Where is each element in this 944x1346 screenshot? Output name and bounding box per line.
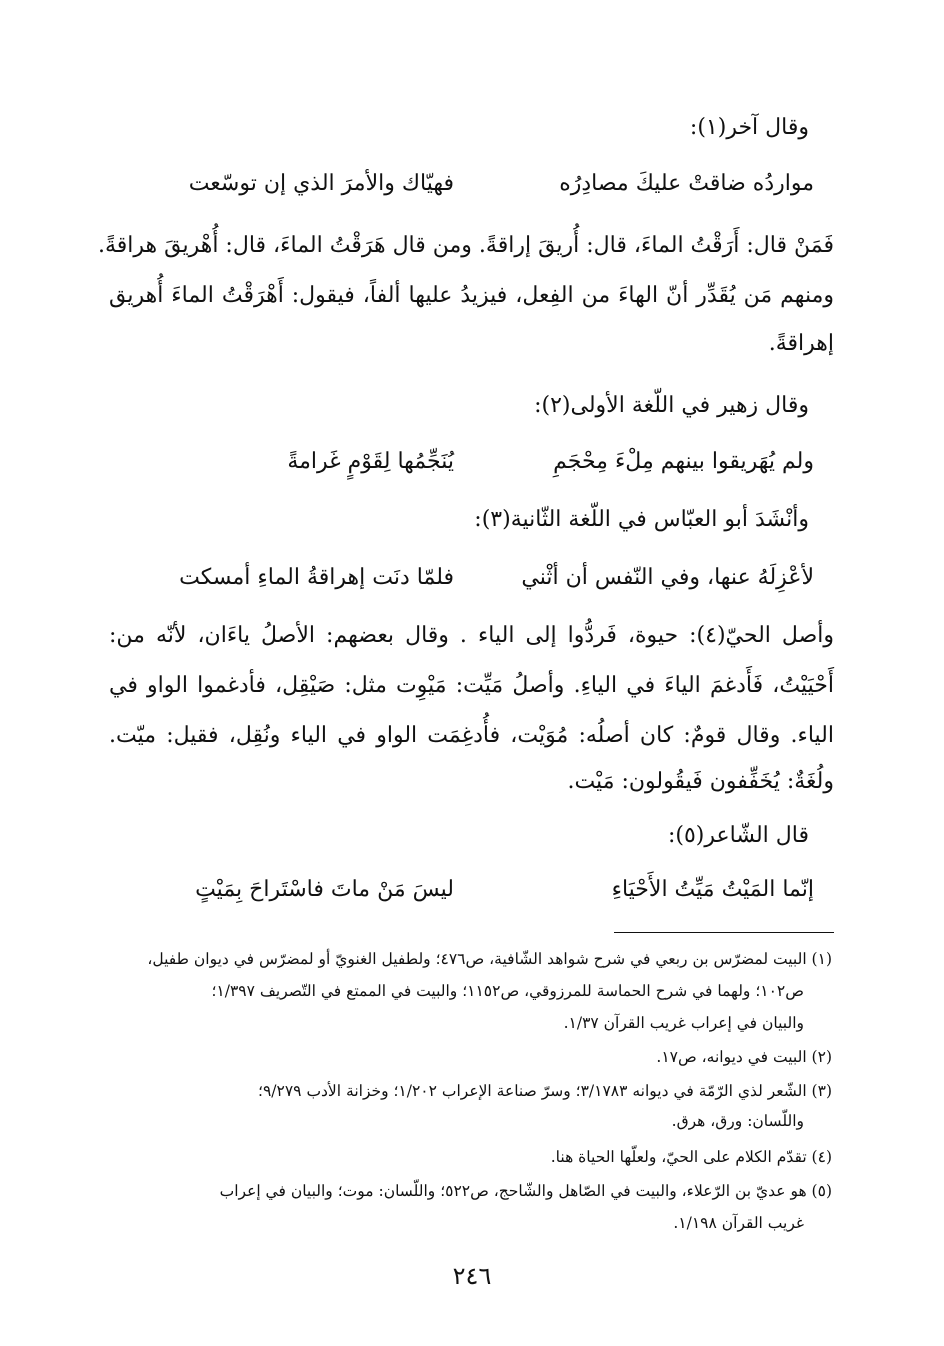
footnote-5-line-1: (٥) هو عديّ بن الرّعلاء، والبيت في الصّاهل والشّاحج، ص٥٢٢؛ واللّسان: موت؛ والبيان في إعراب bbox=[219, 1182, 832, 1200]
paragraph-2-line-3: الياء. وقال قومٌ: كان أصلُه: مُوَيْت، فأُدغِمَت الواو في الياء ونُقِل، فقيل: ميّت. bbox=[109, 723, 834, 748]
footnote-5-line-2: غريب القرآن ١/١٩٨. bbox=[673, 1214, 804, 1232]
intro-line-3: وأنْشَدَ أبو العبّاس في اللّغة الثّانية(٣): bbox=[474, 507, 809, 532]
paragraph-2-line-2: أَحْيَيْتُ، فَأَدغمَ الياءَ في الياءِ. وأصلُ مَيِّت: مَيْوِت مثل: صَيْقِل، فأدغموا الواو في bbox=[109, 673, 834, 698]
page-number: ٢٤٦ bbox=[452, 1262, 492, 1290]
intro-line-4: قال الشّاعر(٥): bbox=[667, 823, 809, 848]
paragraph-1-line-2: ومنهم مَن يُقَدِّر أنّ الهاءَ من الفِعل، فيزيدُ عليها ألفاً، فيقول: أَهْرَقْتُ الماءَ أُهريق bbox=[109, 283, 834, 308]
intro-line-1: وقال آخر(١): bbox=[689, 115, 809, 140]
paragraph-2-line-1: وأصل الحيّ(٤): حيوة، فَردُّوا إلى الياء . وقال بعضهم: الأصلُ ياءَان، لأنّه من: bbox=[109, 623, 834, 648]
footnote-1-line-1: (١) البيت لمضرّس بن ربعي في شرح شواهد الشّافية، ص٤٧٦؛ ولطفيل الغنويّ أو لمضرّس في ديوان طفيل، bbox=[147, 950, 832, 968]
verse-3-first-hemistich: فلمّا دنَت إهراقةُ الماءِ أمسكت bbox=[179, 565, 454, 590]
footnote-2: (٢) البيت في ديوانه، ص١٧. bbox=[656, 1048, 832, 1066]
verse-1-first-hemistich: فهيّاك والأمرَ الذي إن توسّعت bbox=[188, 171, 454, 196]
paragraph-2-line-4: ولُغَةٌ: يُخَفِّفون فَيقُولون: مَيْت. bbox=[567, 769, 834, 794]
footnote-3-line-1: (٣) الشّعر لذي الرّمّة في ديوانه ٣/١٧٨٣؛ وسرّ صناعة الإعراب ١/٢٠٢؛ وخزانة الأدب ٩/٢٧٩؛ bbox=[258, 1082, 832, 1100]
footnote-4: (٤) تقدّم الكلام على الحيّ، ولعلّها الحياة هنا. bbox=[550, 1148, 832, 1166]
intro-line-2: وقال زهير في اللّغة الأولى(٢): bbox=[534, 393, 809, 418]
verse-1-second-hemistich: مواردُه ضاقتْ عليكَ مصادِرُه bbox=[559, 171, 814, 196]
verse-4-first-hemistich: ليسَ مَنْ ماتَ فاسْتَراحَ بِمَيْتٍ bbox=[195, 877, 454, 902]
footnote-1-line-2: ص١٠٢؛ ولهما في شرح الحماسة للمرزوقي، ص١١٥٢؛ والبيت في الممتع في التّصريف ١/٣٩٧؛ bbox=[211, 982, 804, 1000]
verse-3-second-hemistich: لأعْزِلَهُ عنها، وفي النّفس أن أثْني bbox=[521, 565, 814, 590]
paragraph-1-line-1: فَمَنْ قال: أَرَقْتُ الماءَ، قال: أُريقَ إراقةً. ومن قال هَرَقْتُ الماءَ، قال: أُهْريقَ هراقةً. bbox=[97, 233, 834, 258]
footnote-3-line-2: واللّسان: ورق، هرق. bbox=[671, 1112, 804, 1130]
footnote-1-line-3: والبيان في إعراب غريب القرآن ١/٣٧. bbox=[563, 1014, 804, 1032]
verse-4-second-hemistich: إنّما المَيْتُ مَيِّتُ الأَحْيَاءِ bbox=[611, 877, 814, 902]
verse-2-second-hemistich: ولم يُهَريقوا بينهم مِلْءَ مِحْجَمِ bbox=[553, 449, 814, 474]
footnote-separator bbox=[614, 932, 834, 933]
paragraph-1-line-3: إهراقةً. bbox=[768, 331, 834, 356]
verse-2-first-hemistich: يُنَجِّمُها لِقَوْمٍ غَرامةً bbox=[287, 449, 454, 474]
